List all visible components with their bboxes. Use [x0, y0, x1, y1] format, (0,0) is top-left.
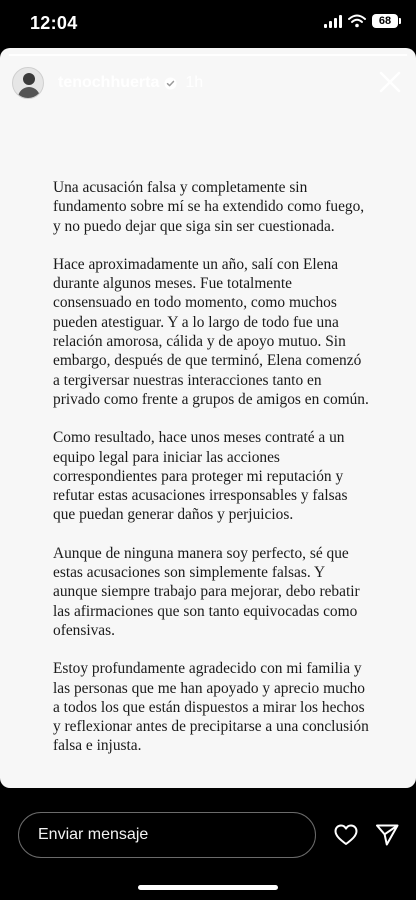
story-paragraph: Como resultado, hace unos meses contraté a un equipo legal para iniciar las acciones correspondientes para proteger mi reputación y refutar estas acusaciones irresponsables y falsas que puedan generar daños y perjuicios. — [53, 429, 348, 524]
wifi-icon — [348, 14, 366, 28]
story-progress-bar — [8, 54, 408, 56]
story-text — [53, 178, 369, 775]
signal-icon — [324, 15, 342, 28]
story-paragraph: Estoy profundamente agradecido con mi familia y las personas que me han apoyado y aprecio mucho a todos los que están dispuestos a mirar los hechos y reflexionar antes de precipitarse a una conclusión falsa e injusta. — [53, 660, 369, 755]
message-input[interactable] — [18, 812, 316, 858]
avatar[interactable] — [12, 67, 44, 99]
status-icons — [324, 14, 398, 28]
story-paragraph: Hace aproximadamente un año, salí con Elena durante algunos meses. Fue totalmente consensuado en todo momento, como muchos pueden atestiguar. Y a lo largo de todo fue una relación amorosa, cálida y de apoyo mutuo. Sin embargo, después de que terminó, Elena comenzó a tergiversar nuestras interacciones tanto en privado como frente a grupos de amigos en común. — [53, 255, 369, 408]
story-paragraph: Una acusación falsa y completamente sin fundamento sobre mí se ha extendido como fuego, y no puedo dejar que siga sin ser cuestionada. — [53, 179, 365, 235]
send-icon[interactable] — [374, 822, 400, 848]
close-icon[interactable] — [376, 68, 404, 96]
home-indicator — [138, 885, 278, 890]
username[interactable]: tenochhuerta — [58, 74, 160, 91]
story-header — [12, 66, 404, 100]
status-bar — [0, 0, 416, 48]
battery-icon: 68 — [372, 14, 398, 28]
story-card[interactable] — [0, 48, 416, 788]
verified-badge-icon — [164, 77, 177, 90]
status-time: 12:04 — [30, 13, 78, 33]
story-paragraph: Aunque de ninguna manera soy perfecto, sé que estas acusaciones son simplemente falsas. Y aunque siempre trabajo para mejorar, debo rebatir las afirmaciones que son tanto equivocadas como ofensivas. — [53, 544, 360, 639]
reply-bar — [0, 812, 416, 860]
heart-icon[interactable] — [333, 822, 359, 848]
story-progress-fill — [8, 54, 408, 56]
story-time-ago: 1h — [185, 74, 204, 91]
